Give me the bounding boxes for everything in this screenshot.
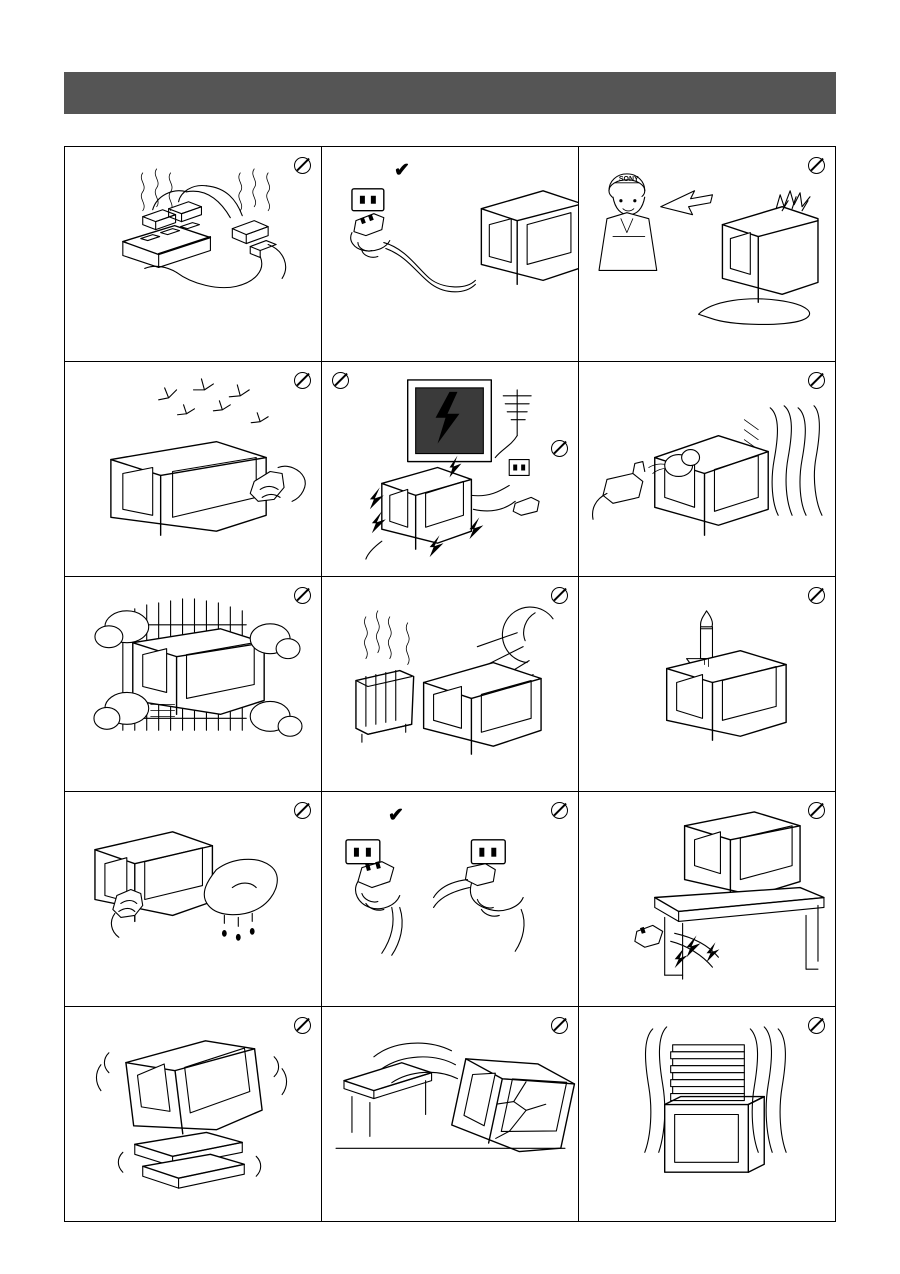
header-bar — [64, 72, 836, 114]
art-damaged-cabinet — [579, 147, 835, 361]
illustration-cell-3 — [579, 147, 836, 362]
art-plug-pull — [322, 792, 578, 1006]
illustration-grid — [64, 146, 836, 1222]
art-overloaded-outlet — [65, 147, 321, 361]
illustration-cell-9 — [579, 577, 836, 792]
art-correct-plug — [322, 147, 578, 361]
art-lightning-storm — [322, 362, 578, 576]
illustration-cell-11 — [322, 792, 579, 1007]
art-spray-cleaner — [579, 362, 835, 576]
illustration-cell-6 — [579, 362, 836, 577]
art-heat-and-sun — [322, 577, 578, 791]
art-sparks-rear — [65, 362, 321, 576]
art-candle-on-tv — [579, 577, 835, 791]
check-icon: ✔ — [394, 160, 410, 181]
art-damaged-cord — [579, 792, 835, 1006]
svg-text:SONY: SONY — [618, 175, 639, 183]
check-icon: ✔ — [388, 805, 404, 826]
illustration-cell-10 — [65, 792, 322, 1007]
illustration-cell-2 — [322, 147, 579, 362]
art-tv-falling — [322, 1007, 578, 1221]
illustration-cell-13 — [65, 1007, 322, 1222]
art-items-on-tv — [579, 1007, 835, 1221]
illustration-cell-4 — [65, 362, 322, 577]
illustration-cell-1 — [65, 147, 322, 362]
illustration-cell-14 — [322, 1007, 579, 1222]
art-wet-cloth — [65, 792, 321, 1006]
art-unstable-stack — [65, 1007, 321, 1221]
illustration-cell-5 — [322, 362, 579, 577]
illustration-cell-8 — [322, 577, 579, 792]
illustration-cell-15 — [579, 1007, 836, 1222]
art-blocked-ventilation — [65, 577, 321, 791]
illustration-cell-12 — [579, 792, 836, 1007]
illustration-cell-7 — [65, 577, 322, 792]
